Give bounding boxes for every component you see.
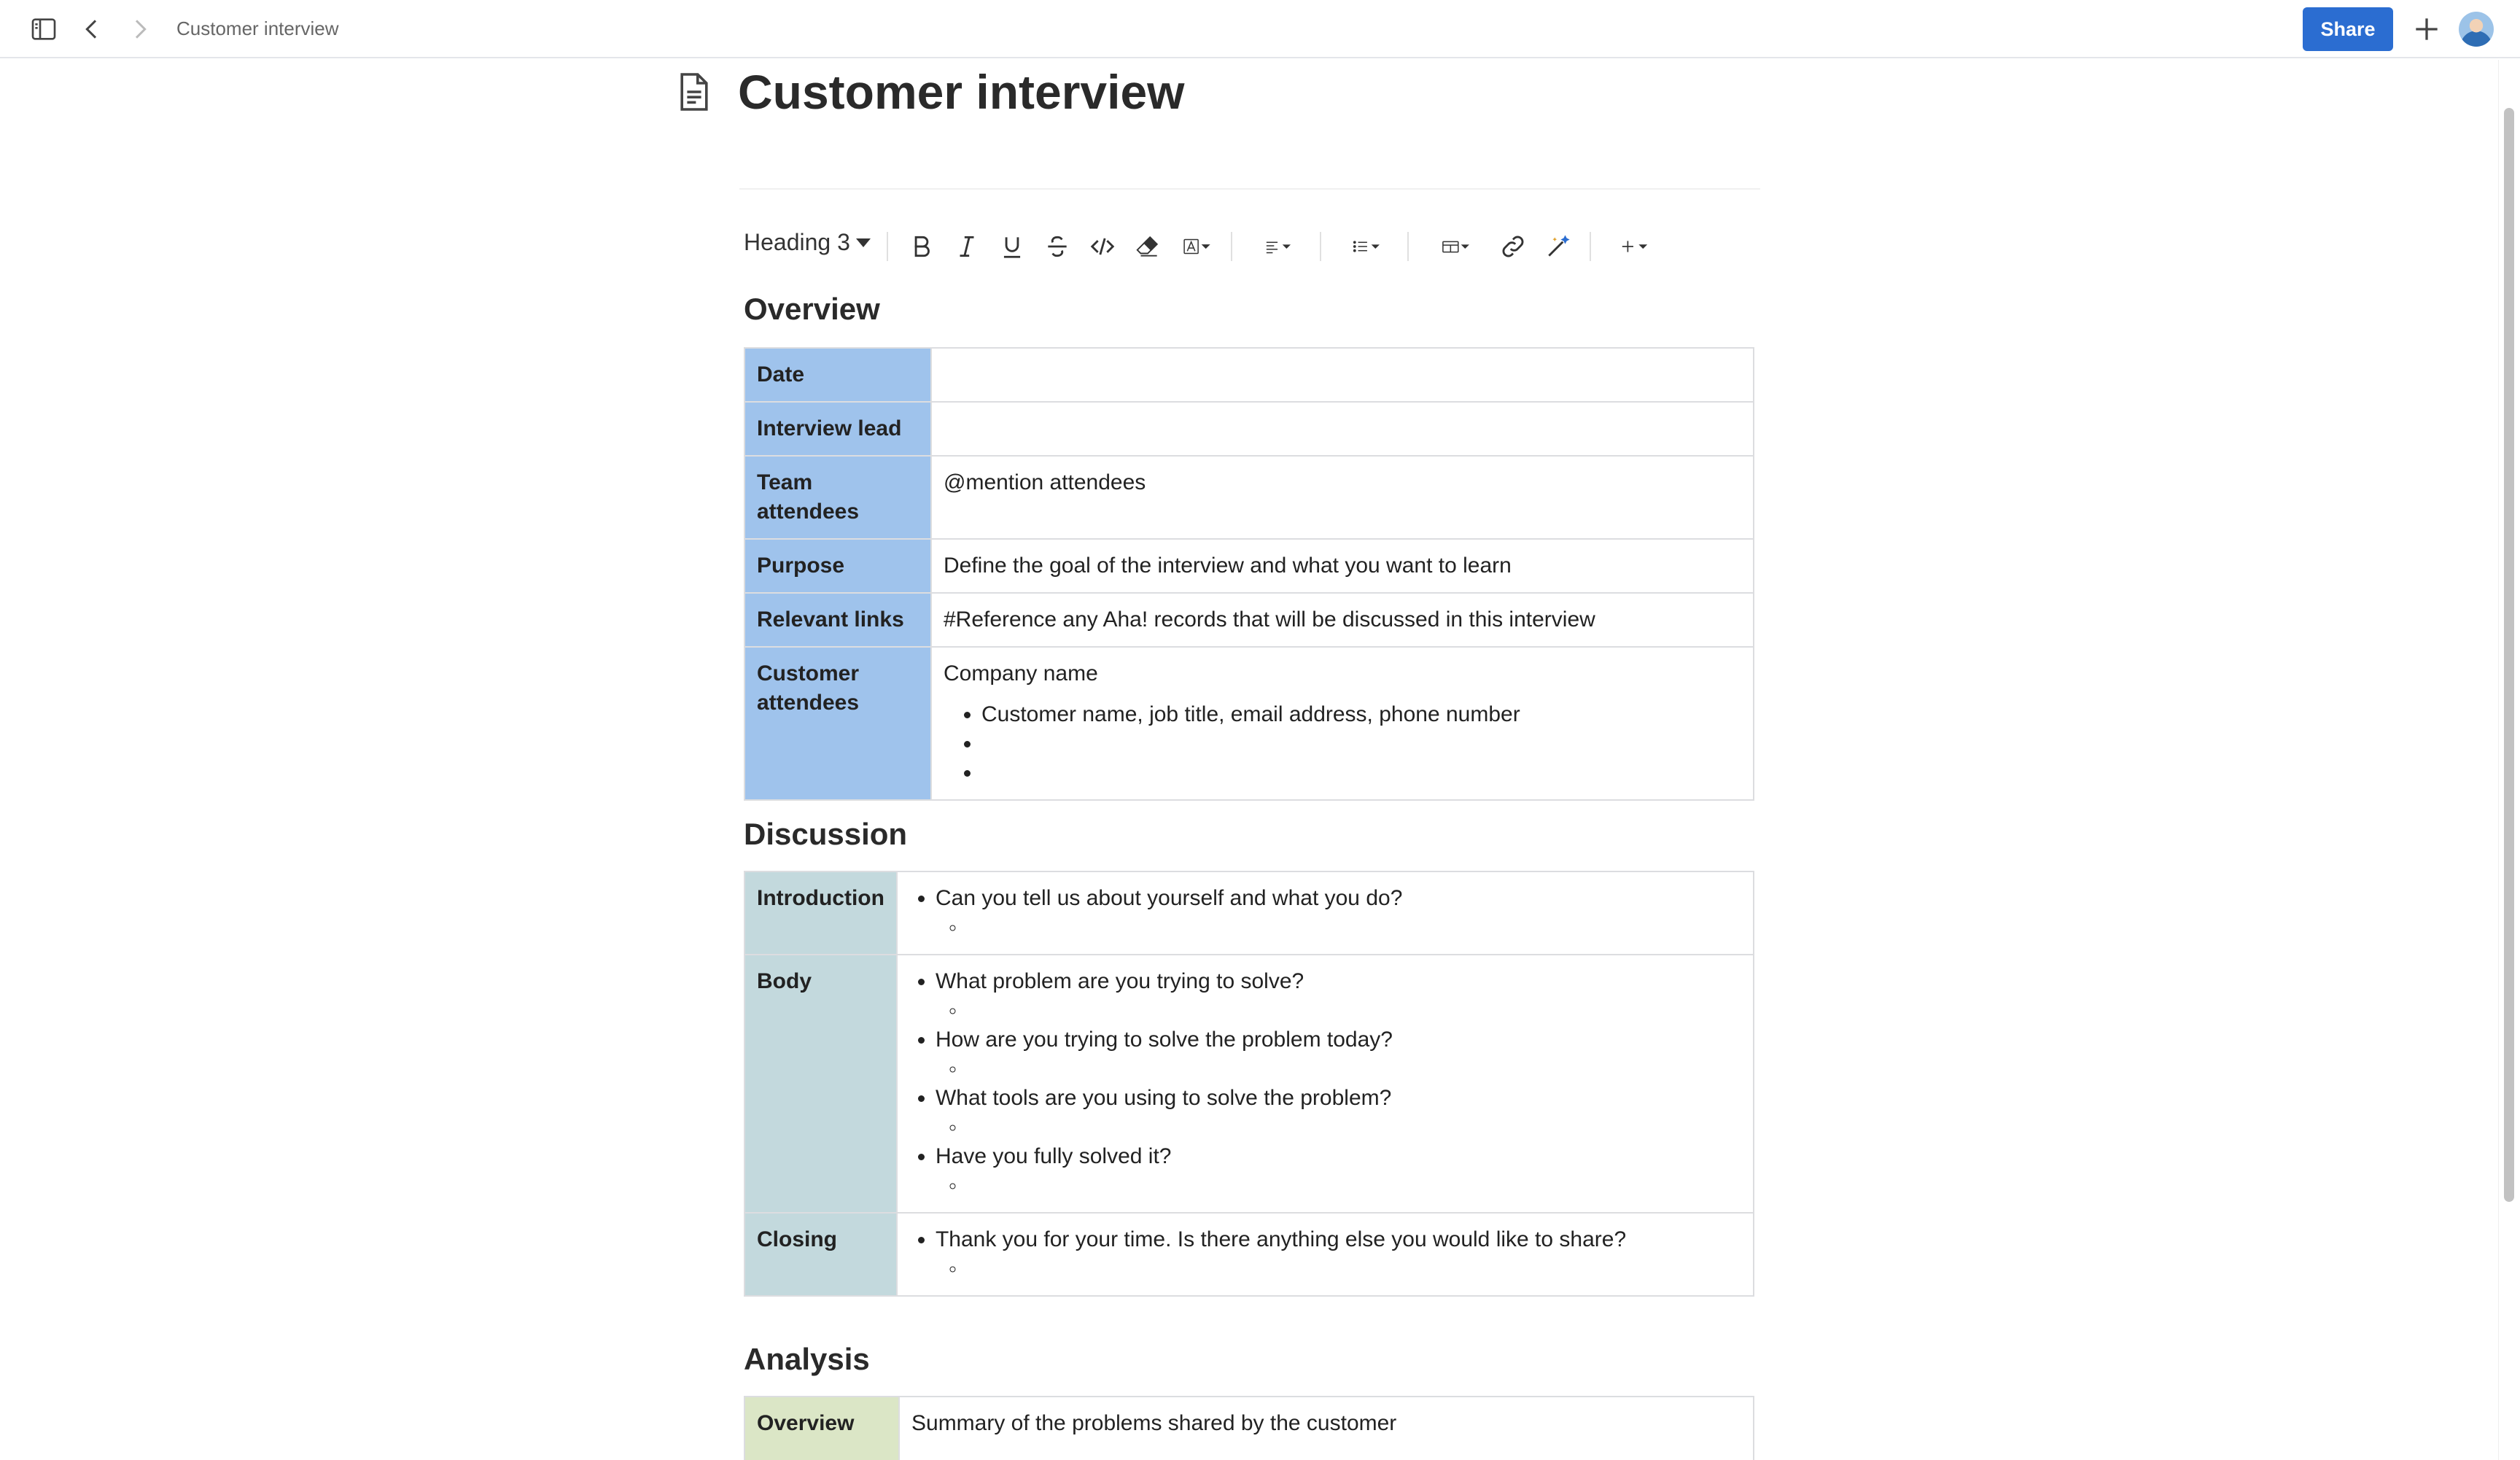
eraser-icon[interactable] — [1133, 232, 1162, 261]
list-item[interactable]: • Customer name, job title, email address, phone number — [981, 700, 1741, 729]
chevron-right-icon[interactable] — [124, 13, 156, 45]
answer-list — [965, 913, 1741, 942]
table-cell-label[interactable]: Purpose — [744, 539, 931, 593]
table-cell-label[interactable]: Introduction — [744, 871, 897, 955]
italic-icon[interactable] — [952, 232, 981, 261]
table-cell-value[interactable]: #Reference any Aha! records that will be discussed in this interview — [931, 593, 1754, 647]
insert-plus-icon[interactable] — [1604, 232, 1662, 261]
answer-list — [965, 1254, 1741, 1284]
question-text: How are you trying to solve the problem today? — [935, 1028, 1393, 1052]
title-divider — [739, 188, 1760, 190]
table-icon[interactable] — [1426, 232, 1485, 261]
answer-item[interactable] — [965, 1055, 1741, 1084]
table-row — [744, 1213, 1754, 1296]
block-style-select[interactable] — [744, 229, 871, 256]
magic-wand-icon[interactable] — [1543, 232, 1574, 261]
toolbar-divider — [1407, 232, 1409, 261]
table-cell-value[interactable]: Define the goal of the interview and what you want to learn — [931, 539, 1754, 593]
top-bar — [0, 0, 2520, 58]
answer-list — [965, 1055, 1741, 1084]
answer-item[interactable] — [965, 1113, 1741, 1142]
code-icon[interactable] — [1086, 232, 1119, 261]
table-cell-value[interactable]: @mention attendees — [931, 456, 1754, 539]
bold-icon[interactable] — [907, 232, 936, 261]
toolbar-divider — [1590, 232, 1591, 261]
chevron-left-icon[interactable] — [76, 13, 108, 45]
answer-list — [965, 1171, 1741, 1200]
question-text: Have you fully solved it? — [935, 1144, 1172, 1168]
table-cell-value[interactable] — [897, 955, 1754, 1213]
toolbar-divider — [887, 232, 888, 261]
table-row — [744, 871, 1754, 955]
avatar[interactable] — [2459, 12, 2494, 47]
question-text: Thank you for your time. Is there anything else you would like to share? — [935, 1227, 1627, 1251]
answer-item[interactable] — [965, 913, 1741, 942]
answer-item[interactable] — [965, 1254, 1741, 1284]
table-row — [744, 402, 1754, 456]
company-name-text: Company name — [944, 661, 1098, 686]
toolbar-divider — [1231, 232, 1232, 261]
question-list — [936, 1225, 1741, 1284]
link-icon[interactable] — [1498, 232, 1528, 261]
answer-list — [965, 1113, 1741, 1142]
analysis-table — [744, 1396, 1754, 1460]
list-item[interactable] — [936, 967, 1741, 1025]
answer-item[interactable] — [965, 1171, 1741, 1200]
table-cell-label[interactable]: Team attendees — [744, 456, 931, 539]
block-style-label: Heading 3 — [744, 229, 850, 255]
table-row — [744, 593, 1754, 647]
question-text: What tools are you using to solve the problem? — [935, 1086, 1392, 1110]
underline-icon[interactable] — [998, 232, 1027, 261]
discussion-heading[interactable]: Discussion — [744, 817, 908, 851]
document-icon — [677, 70, 712, 114]
breadcrumb[interactable]: Customer interview — [176, 18, 339, 39]
table-row — [744, 539, 1754, 593]
table-cell-value[interactable] — [931, 348, 1754, 402]
list-item[interactable] — [936, 1025, 1741, 1084]
attendee-list — [981, 700, 1741, 788]
table-cell-label[interactable]: Body — [744, 955, 897, 1213]
table-cell-value[interactable] — [931, 402, 1754, 456]
table-cell-value[interactable] — [897, 1213, 1754, 1296]
list-item[interactable] — [936, 884, 1741, 942]
text-color-icon[interactable] — [1174, 232, 1219, 261]
list-item[interactable] — [981, 758, 1741, 788]
sidebar-toggle-icon[interactable] — [28, 13, 60, 45]
table-row — [744, 348, 1754, 402]
align-left-icon[interactable] — [1253, 232, 1304, 261]
overview-heading[interactable]: Overview — [744, 292, 880, 326]
table-row — [744, 1397, 1754, 1460]
table-cell-label[interactable]: Interview lead — [744, 402, 931, 456]
answer-item[interactable] — [965, 996, 1741, 1025]
list-item[interactable] — [936, 1084, 1741, 1142]
toolbar-divider — [1320, 232, 1321, 261]
table-cell-label[interactable]: Relevant links — [744, 593, 931, 647]
question-list — [936, 884, 1741, 942]
table-cell-value[interactable]: Summary of the problems shared by the customer — [899, 1397, 1754, 1460]
plus-icon[interactable] — [2411, 13, 2443, 45]
table-cell-label[interactable]: Date — [744, 348, 931, 402]
table-row — [744, 456, 1754, 539]
question-list — [936, 967, 1741, 1200]
table-cell-value[interactable] — [931, 647, 1754, 800]
question-text: What problem are you trying to solve? — [935, 969, 1304, 993]
table-row — [744, 955, 1754, 1213]
table-cell-label[interactable]: Customer attendees — [744, 647, 931, 800]
page-title[interactable]: Customer interview — [738, 65, 1185, 119]
overview-table — [744, 347, 1754, 801]
bullet-list-icon[interactable] — [1339, 232, 1393, 261]
strikethrough-icon[interactable] — [1043, 232, 1072, 261]
list-item[interactable] — [936, 1142, 1741, 1200]
caret-down-icon — [856, 238, 871, 247]
analysis-heading[interactable]: Analysis — [744, 1342, 870, 1376]
table-cell-label[interactable]: Overview — [744, 1397, 899, 1460]
list-item[interactable] — [981, 729, 1741, 758]
table-cell-value[interactable] — [897, 871, 1754, 955]
question-text: Can you tell us about yourself and what you do? — [935, 886, 1403, 910]
table-row — [744, 647, 1754, 800]
list-item[interactable] — [936, 1225, 1741, 1284]
scrollbar-thumb[interactable] — [2504, 108, 2514, 1202]
discussion-table — [744, 871, 1754, 1297]
share-button[interactable]: Share — [2303, 7, 2393, 51]
editor-toolbar — [744, 226, 1692, 267]
answer-list — [965, 996, 1741, 1025]
table-cell-label[interactable]: Closing — [744, 1213, 897, 1296]
